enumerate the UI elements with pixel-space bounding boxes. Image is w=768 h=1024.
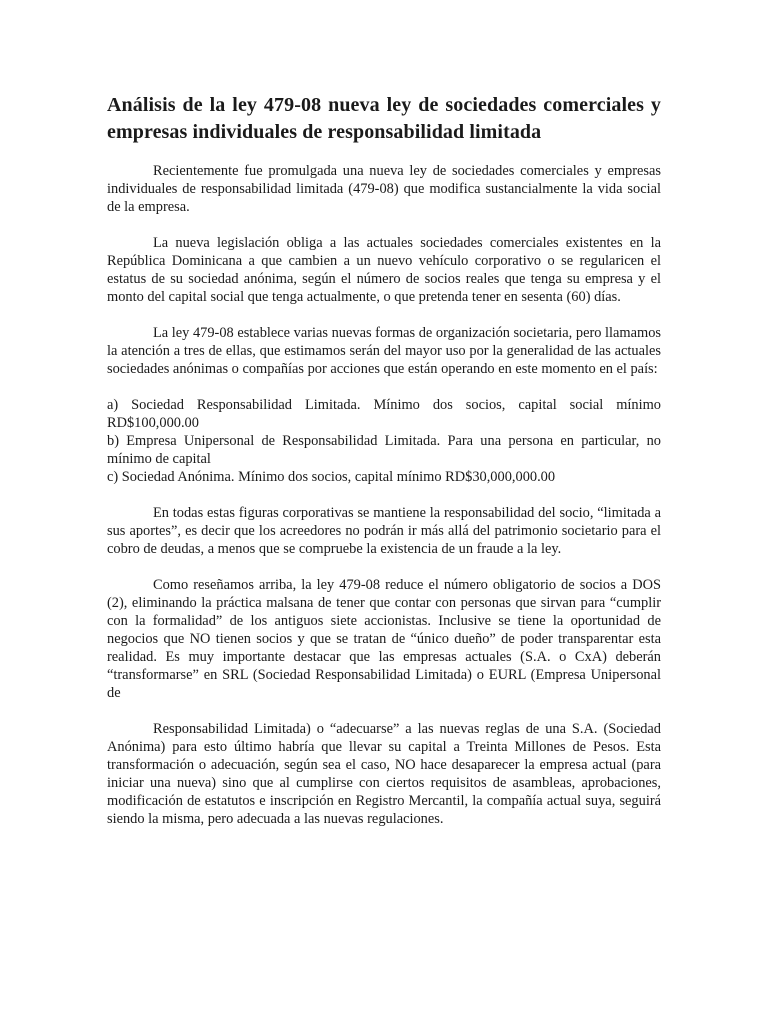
paragraph-intro: Recientemente fue promulgada una nueva ley de sociedades comerciales y empresas individuales de responsabilidad limitada (479-08) que modifica sustancialmente la vida social de la empresa. xyxy=(107,163,661,215)
list-item-srl: a) Sociedad Responsabilidad Limitada. Mínimo dos socios, capital social mínimo RD$100,000.00 xyxy=(107,397,661,431)
document-page xyxy=(107,92,661,846)
list-item-eurl: b) Empresa Unipersonal de Responsabilidad Limitada. Para una persona en particular, no mínimo de capital xyxy=(107,433,661,467)
paragraph-liability: En todas estas figuras corporativas se mantiene la responsabilidad del socio, “limitada a sus aportes”, es decir que los acreedores no podrán ir más allá del patrimonio societario para el cobro de deudas, a menos que se compruebe la existencia de un fraude a la ley. xyxy=(107,505,661,557)
paragraph-legislation: La nueva legislación obliga a las actuales sociedades comerciales existentes en la República Dominicana a que cambien a un nuevo vehículo corporativo o se regularicen el estatus de su sociedad anónima, según el número de socios reales que tenga su empresa y el monto del capital social que tenga actualmente, o que pretenda tener en sesenta (60) días. xyxy=(107,235,661,305)
paragraph-forms: La ley 479-08 establece varias nuevas formas de organización societaria, pero llamamos la atención a tres de ellas, que estimamos serán del mayor uso por la generalidad de las actuales sociedades anónimas o compañías por acciones que están operando en este momento en el país: xyxy=(107,325,662,377)
paragraph-partners: Como reseñamos arriba, la ley 479-08 reduce el número obligatorio de socios a DOS (2), eliminando la práctica malsana de tener que contar con personas que sirvan para “cumplir con la formalidad” de los antiguos siete accionistas. Inclusive se tiene la oportunidad de negocios que NO tienen socios y que se tratan de “único dueño” de poder transparentar esta realidad. Es muy importante destacar que las empresas actuales (S.A. o CxA) deberán “transformarse” en SRL (Sociedad Responsabilidad Limitada) o EURL (Empresa Unipersonal de xyxy=(107,577,661,701)
document-title: Análisis de la ley 479-08 nueva ley de sociedades comerciales y empresas individuales de responsabilidad limitada xyxy=(107,94,661,143)
list-item-sa: c) Sociedad Anónima. Mínimo dos socios, capital mínimo RD$30,000,000.00 xyxy=(107,469,556,485)
paragraph-transformation: Responsabilidad Limitada) o “adecuarse” a las nuevas reglas de una S.A. (Sociedad Anónima) para esto último habría que llevar su capital a Treinta Millones de Pesos. Esta transformación o adecuación, según sea el caso, NO hace desaparecer la empresa actual (para iniciar una nueva) sino que al cumplirse con ciertos requisitos de asambleas, aprobaciones, modificación de estatutos e inscripción en Registro Mercantil, la compañía actual suya, seguirá siendo la misma, pero adecuada a las nuevas regulaciones. xyxy=(107,721,661,827)
company-types-list xyxy=(107,396,661,486)
